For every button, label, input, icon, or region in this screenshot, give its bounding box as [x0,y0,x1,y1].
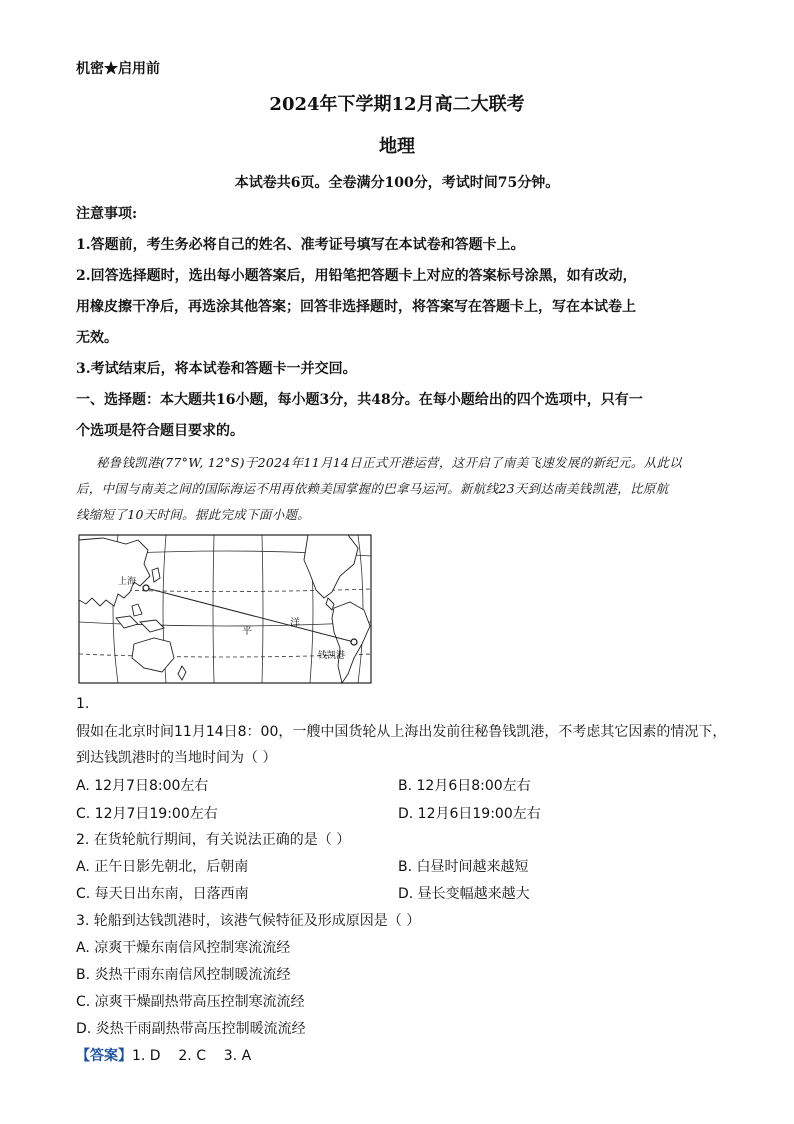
q2-option-d: D. 昼长变幅越来越大 [398,886,530,902]
q1-option-b: B. 12月6日8:00左右 [398,778,531,794]
qiankai-label: 钱凯港 [318,651,346,661]
q3-option-d: D. 炎热干雨副热带高压控制暖流流经 [76,1021,306,1037]
q1-stem-line-1: 假如在北京时间11月14日8：00，一艘中国货轮从上海出发前往秘鲁钱凯港，不考虑其它因素的情况下， [76,724,727,740]
route-map [78,534,372,684]
passage-line-3: 线缩短了10天时间。据此完成下面小题。 [76,507,311,522]
q1-option-a: A. 12月7日8:00左右 [76,778,209,794]
shanghai-marker [143,585,149,591]
q3-option-a: A. 凉爽干燥东南信风控制寒流流经 [76,940,291,956]
answer-line [76,1045,251,1065]
q2-option-b: B. 白昼时间越来越短 [398,859,529,875]
q1-number: 1. [76,696,90,712]
note-2-line-2: 用橡皮擦干净后，再选涂其他答案；回答非选择题时，将答案写在答题卡上，写在本试卷上 [76,299,636,315]
answer-text: 1. D 2. C 3. A [132,1048,252,1064]
note-2-line-1: 2.回答选择题时，选出每小题答案后，用铅笔把答题卡上对应的答案标号涂黑，如有改动， [76,268,637,284]
q2-stem: 2. 在货轮航行期间，有关说法正确的是（ ） [76,832,351,848]
q1-option-c: C. 12月7日19:00左右 [76,806,218,822]
q2-option-a: A. 正午日影先朝北，后朝南 [76,859,249,875]
q3-option-b: B. 炎热干雨东南信风控制暖流流经 [76,967,291,983]
ocean-label-yang: 洋 [290,618,300,629]
q1-option-d: D. 12月6日19:00左右 [398,806,541,822]
exam-title: 2024年下学期12月高二大联考 [269,94,525,115]
note-3: 3.考试结束后，将本试卷和答题卡一并交回。 [76,361,357,377]
passage-line-1: 秘鲁钱凯港(77°W, 12°S)于2024年11月14日正式开港运营，这开启了南美飞速发展的新纪元。从此以 [96,455,683,470]
note-2-line-3: 无效。 [76,330,118,346]
q3-option-c: C. 凉爽干燥副热带高压控制寒流流经 [76,994,305,1010]
q1-stem-line-2: 到达钱凯港时的当地时间为（ ） [76,750,277,766]
qiankai-marker [351,639,357,645]
section-1-line-2: 个选项是符合题目要求的。 [76,423,244,439]
q3-stem: 3. 轮船到达钱凯港时，该港气候特征及形成原因是（ ） [76,913,421,929]
notes-heading: 注意事项: [76,206,138,222]
exam-info: 本试卷共6页。全卷满分100分，考试时间75分钟。 [234,175,560,191]
note-1: 1.答题前，考生务必将自己的姓名、准考证号填写在本试卷和答题卡上。 [76,237,525,253]
shanghai-label: 上海 [118,577,137,587]
passage-line-2: 后，中国与南美之间的国际海运不用再依赖美国掌握的巴拿马运河。新航线23天到达南美钱凯港，比原航 [76,481,669,496]
secret-label: 机密★启用前 [76,61,160,77]
answer-tag: 【答案】 [76,1048,132,1064]
section-1-line-1: 一、选择题：本大题共16小题，每小题3分，共48分。在每小题给出的四个选项中，只有一 [76,392,643,408]
subject-title: 地理 [379,136,415,157]
q2-option-c: C. 每天日出东南，日落西南 [76,886,249,902]
ocean-label-ping: 平 [242,626,252,637]
